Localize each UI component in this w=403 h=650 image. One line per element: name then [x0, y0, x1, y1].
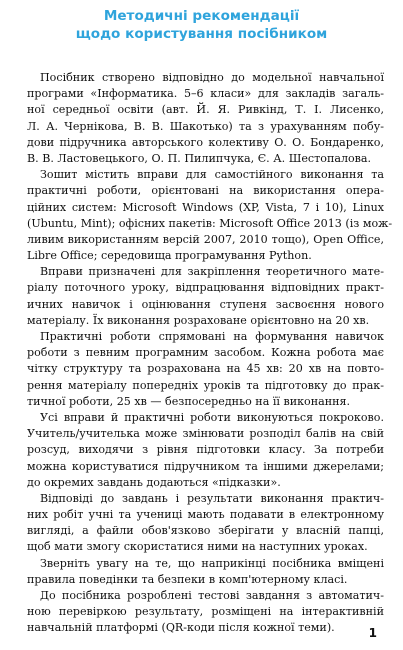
- paragraph-line: Вправи призначені для закріплення теоретичного мате-: [40, 265, 384, 279]
- page-title: [0, 7, 403, 43]
- paragraph-line: тичної роботи, 25 хв — безпосередньо на її виконання.: [27, 394, 351, 408]
- paragraph-line: ційних систем: Microsoft Windows (XP, Vista, 7 і 10), Linux: [27, 200, 384, 214]
- paragraph-line: до окремих завдань додаються «підказки».: [27, 475, 281, 489]
- paragraph-line: вигляді, а файли обов'язково зберігати у власній папці,: [27, 524, 384, 538]
- paragraph: [27, 491, 384, 556]
- paragraph-line: Практичні роботи спрямовані на формування навичок: [40, 330, 384, 343]
- paragraph-line: Учитель/учителька може змінювати розподіл балів на свій: [27, 427, 384, 441]
- paragraph-line: Зошит містить вправи для самостійного виконання та: [40, 168, 384, 182]
- paragraph-line: ною перевіркою результату, розміщені на інтерактивній: [27, 605, 384, 619]
- paragraph-line: ливим використанням версій 2007, 2010 тощо), Open Office,: [27, 232, 384, 246]
- paragraph-line: правила поведінки та безпеки в комп'ютерному класі.: [27, 572, 348, 586]
- paragraph: [27, 329, 384, 410]
- paragraph-line: Посібник створено відповідно до модельної навчальної: [40, 71, 384, 84]
- paragraph-line: Libre Office; середовища програмування Python.: [27, 249, 312, 263]
- paragraph-line: ріалу поточного уроку, відпрацювання відповідних практ-: [27, 281, 384, 295]
- paragraph-line: Відповіді до завдань і результати виконання практич-: [40, 491, 384, 505]
- body-text: [27, 70, 393, 637]
- paragraph-line: можна користуватися підручником та іншими джерелами;: [27, 459, 384, 473]
- paragraph-line: роботи з певним програмним засобом. Кожна робота має: [27, 346, 384, 360]
- paragraph-line: програми «Інформатика. 5–6 класи» для закладів загаль-: [27, 87, 384, 101]
- paragraph-line: Зверніть увагу на те, що наприкінці посібника вміщені: [40, 556, 384, 570]
- paragraph-line: дови підручника авторського колективу О. О. Бондаренко,: [27, 135, 384, 149]
- paragraph-line: В. В. Ластовецького, О. П. Пилипчука, Є. А. Шестопалова.: [27, 151, 372, 165]
- paragraph: [27, 167, 393, 264]
- paragraph-line: розсуд, виходячи з рівня підготовки класу. За потреби: [27, 443, 384, 457]
- paragraph-line: (Ubuntu, Mint); офісних пакетів: Microsoft Office 2013 (із мож-: [27, 216, 393, 230]
- paragraph-line: ної середньої освіти (авт. Й. Я. Ривкінд, Т. І. Лисенко,: [27, 103, 384, 117]
- paragraph: [27, 70, 384, 167]
- paragraph-line: практичні роботи, орієнтовані на використання опера-: [27, 184, 384, 198]
- paragraph-line: щоб мати змогу скористатися ними на наступних уроках.: [27, 540, 368, 554]
- page-title-line-2: щодо користування посібником: [75, 26, 328, 42]
- page-number: 1: [368, 626, 377, 640]
- paragraph-line: До посібника розроблені тестові завдання з автоматич-: [40, 589, 384, 602]
- paragraph: [27, 410, 384, 491]
- paragraph-line: ичних навичок і оцінювання ступеня засвоєння нового: [27, 297, 384, 311]
- paragraph-line: Усі вправи й практичні роботи виконуються покроково.: [40, 410, 384, 424]
- paragraph-line: рення матеріалу попередніх уроків та підготовку до прак-: [27, 378, 384, 392]
- paragraph-line: Л. А. Чернікова, В. В. Шакотько) та з урахуванням побу-: [27, 119, 384, 133]
- paragraph: [27, 556, 384, 588]
- paragraph-line: них робіт учні та учениці мають подавати в електронному: [27, 508, 384, 522]
- paragraph-line: матеріалу. Їх виконання розраховане орієнтовно на 20 хв.: [27, 313, 370, 327]
- page-title-line-1: Методичні рекомендації: [103, 8, 300, 24]
- paragraph-line: чітку структуру та розрахована на 45 хв: 20 хв на повто-: [27, 362, 384, 376]
- paragraph: [27, 264, 384, 329]
- paragraph-line: навчальній платформі (QR-коди після кожної теми).: [27, 621, 335, 635]
- paragraph: [27, 588, 384, 637]
